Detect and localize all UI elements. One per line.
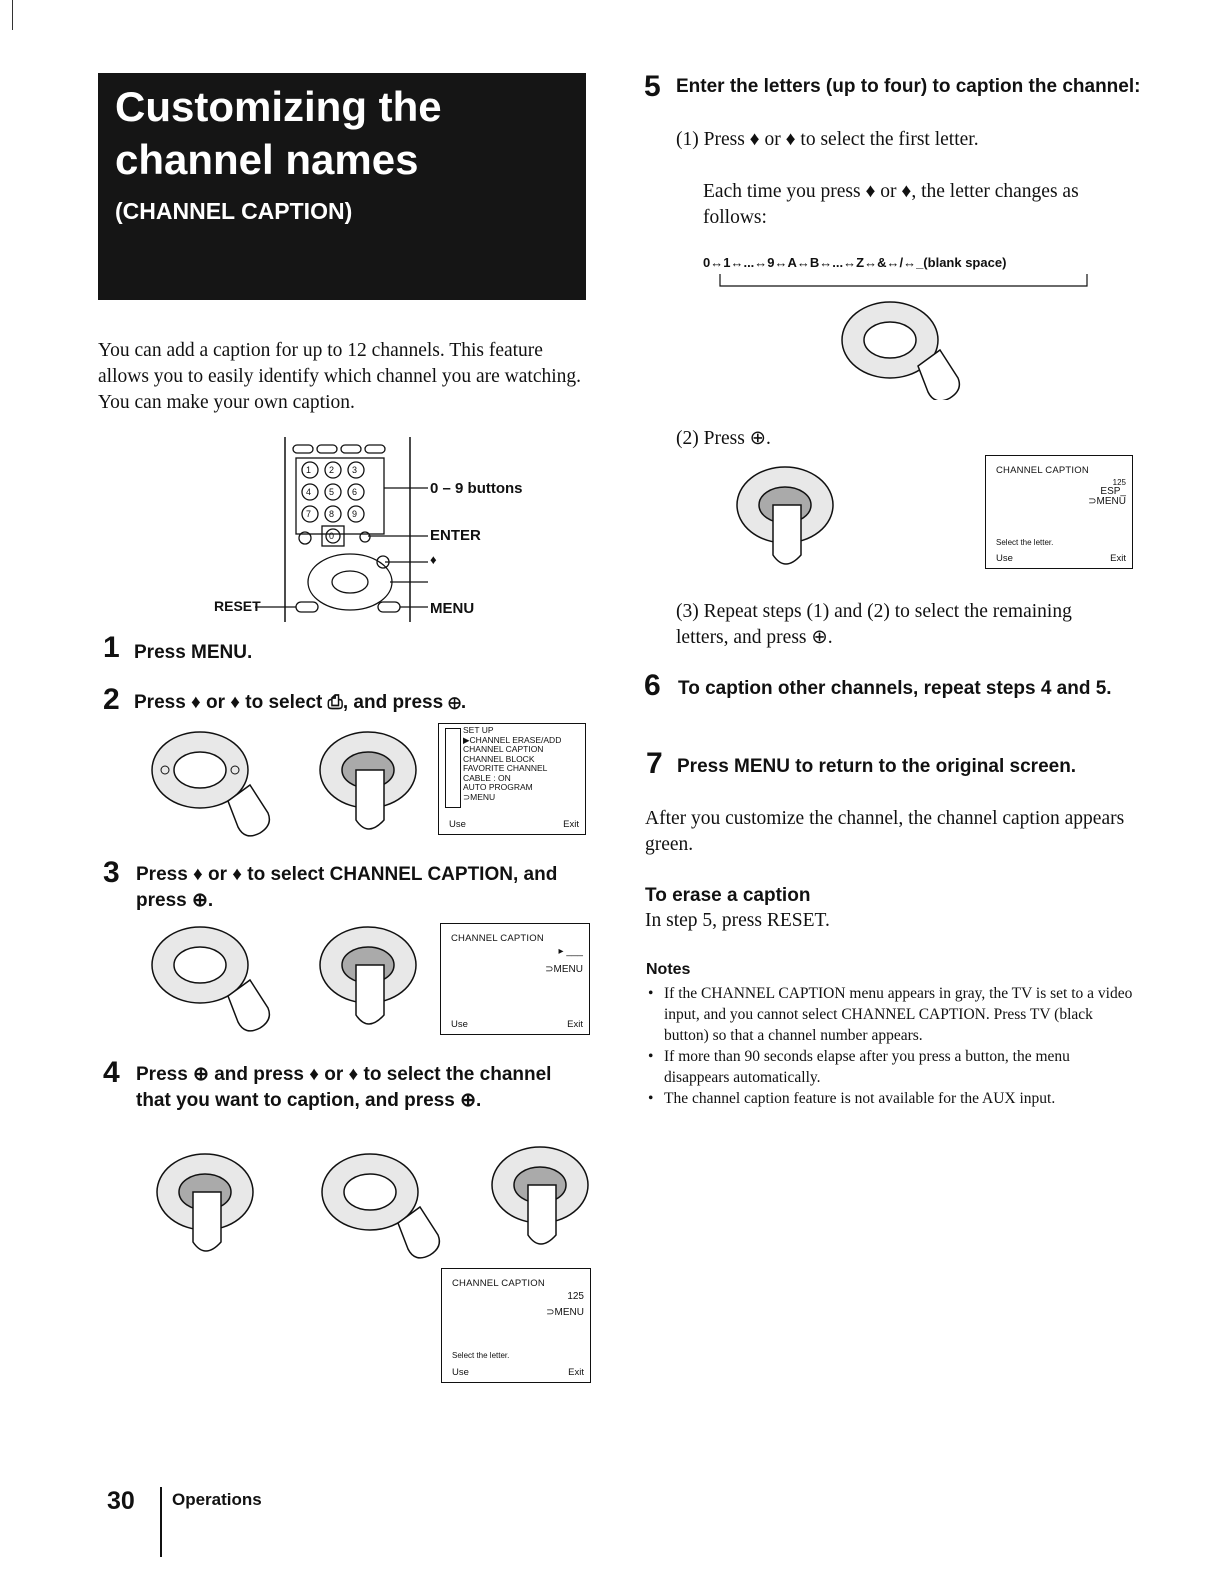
dpad-illustration-step4a (150, 1152, 260, 1262)
screen-header: CHANNEL CAPTION (451, 933, 544, 944)
svg-text:7: 7 (306, 509, 312, 519)
note-item: • The channel caption feature is not available for the AUX input. (648, 1088, 1138, 1109)
channel-caption-screen-2 (441, 1268, 591, 1383)
screen-use-label: Use (449, 819, 466, 830)
erase-text: In step 5, press RESET. (645, 910, 830, 931)
footer-section: Operations (172, 1490, 262, 1509)
step-5-text: Enter the letters (up to four) to caption the channel: (676, 76, 1141, 97)
step-3-number: 3 (103, 856, 120, 889)
channel-caption-screen-3 (985, 455, 1133, 569)
dpad-illustration-step2b (318, 730, 428, 840)
channel-caption-screen-1 (440, 923, 590, 1035)
dpad-illustration-step5a (840, 300, 1000, 400)
screen-menu-label: ⊃MENU (1088, 496, 1126, 507)
screen-header: CHANNEL CAPTION (996, 465, 1089, 476)
step-5-sub1: (1) Press ♦ or ♦ to select the first letter. (676, 129, 979, 150)
dpad-illustration-step2a (150, 730, 290, 840)
menu-item: ▶CHANNEL ERASE/ADD (463, 734, 562, 745)
step-3-text: Press ♦ or ♦ to select CHANNEL CAPTION, and press ⊕. (136, 864, 558, 911)
after-paragraph: After you customize the channel, the channel caption appears green. (645, 808, 1125, 855)
letter-sequence: 0↔1↔...↔9↔A↔B↔...↔Z↔&↔/↔_(blank space) (703, 255, 1007, 270)
notes-heading: Notes (646, 961, 691, 978)
step-4-text: Press ⊕ and press ♦ or ♦ to select the channel that you want to caption, and press ⊕. (136, 1064, 552, 1111)
svg-text:0: 0 (329, 531, 335, 541)
label-0-9-buttons: 0 – 9 buttons (430, 480, 523, 497)
note-item: • If the CHANNEL CAPTION menu appears in gray, the TV is set to a video input, and you cannot select CHANNEL CAPTION. Press TV (black button) so that a channel number appears. (648, 983, 1138, 1046)
page-title (115, 80, 575, 186)
svg-text:8: 8 (329, 509, 335, 519)
dpad-illustration-step5b (735, 465, 845, 575)
page-subtitle: (CHANNEL CAPTION) (115, 198, 353, 224)
menu-item: CABLE : ON (463, 772, 511, 783)
screen-channel-number: 125 (567, 1291, 584, 1302)
sequence-loop-arrow (715, 272, 1095, 290)
step-7-number: 7 (646, 747, 663, 780)
step-5-sub3: (3) Repeat steps (1) and (2) to select the remaining letters, and press ⊕. (676, 601, 1072, 648)
screen-select-letter: Select the letter. (996, 538, 1054, 547)
dpad-illustration-step4b (320, 1152, 470, 1262)
svg-text:2: 2 (329, 465, 335, 475)
step-2-text: Press ♦ or ♦ to select ⎙, and press ⊕. (134, 692, 467, 713)
step-7-text: Press MENU to return to the original screen. (677, 756, 1077, 777)
footer-divider (160, 1487, 162, 1557)
label-menu: MENU (430, 600, 475, 617)
screen-menu-label: ⊃MENU (546, 1307, 584, 1318)
label-up-arrow: ♦ (430, 552, 437, 567)
svg-text:4: 4 (306, 487, 312, 497)
screen-exit-label: Exit (568, 1367, 584, 1378)
step-4-number: 4 (103, 1056, 120, 1089)
step-6-number: 6 (644, 669, 661, 702)
note-item: • If more than 90 seconds elapse after you press a button, the menu disappears automatically. (648, 1046, 1138, 1088)
page-number: 30 (107, 1487, 135, 1515)
screen-use-label: Use (452, 1367, 469, 1378)
screen-exit-label: Exit (1110, 553, 1126, 564)
step-6-text: To caption other channels, repeat steps 4 and 5. (678, 678, 1112, 699)
screen-use-label: Use (451, 1019, 468, 1030)
menu-item: ⊃MENU (463, 791, 496, 802)
step-5-each-time: Each time you press ♦ or ♦, the letter changes as follows: (703, 181, 1079, 228)
label-reset: RESET (214, 598, 261, 614)
dpad-illustration-step4c (490, 1145, 600, 1255)
svg-text:1: 1 (306, 465, 312, 475)
menu-item: SET UP (463, 725, 494, 735)
step-1-number: 1 (103, 631, 120, 664)
menu-item: CHANNEL BLOCK (463, 753, 535, 764)
screen-exit-label: Exit (563, 819, 579, 830)
menu-item: AUTO PROGRAM (463, 782, 533, 792)
step-5-sub2: (2) Press ⊕. (676, 428, 771, 449)
page-edge-line (12, 0, 13, 30)
label-enter: ENTER (430, 527, 481, 544)
erase-heading: To erase a caption (645, 885, 811, 906)
setup-menu-items (463, 726, 561, 802)
dpad-illustration-step3b (318, 925, 428, 1035)
screen-channel-number: 125 (1112, 478, 1126, 487)
step-2-number: 2 (103, 683, 120, 716)
page-title-line2: channel names (115, 136, 419, 183)
screen-header: CHANNEL CAPTION (452, 1278, 545, 1289)
step-1-text: Press MENU. (134, 642, 253, 663)
svg-text:9: 9 (352, 509, 358, 519)
menu-item: CHANNEL CAPTION (463, 744, 544, 754)
screen-menu-label: ⊃MENU (545, 964, 583, 975)
notes-list (648, 983, 1138, 1109)
setup-menu-screen (438, 723, 586, 835)
screen-caption-value: ESP_ (1100, 486, 1126, 497)
screen-use-label: Use (996, 553, 1013, 564)
intro-paragraph: You can add a caption for up to 12 channels. This feature allows you to easily identify which channel you are watching. You can make your own caption. (98, 340, 582, 413)
svg-text:5: 5 (329, 487, 335, 497)
screen-select-letter: Select the letter. (452, 1351, 510, 1360)
step-5-number: 5 (644, 70, 661, 103)
menu-icon-column (445, 728, 461, 808)
screen-caption-value: ▸ ___ (558, 946, 583, 957)
page-title-line1: Customizing the (115, 83, 442, 130)
menu-item: FAVORITE CHANNEL (463, 763, 548, 773)
screen-exit-label: Exit (567, 1019, 583, 1030)
dpad-illustration-step3a (150, 925, 290, 1035)
svg-text:6: 6 (352, 487, 358, 497)
svg-text:3: 3 (352, 465, 358, 475)
